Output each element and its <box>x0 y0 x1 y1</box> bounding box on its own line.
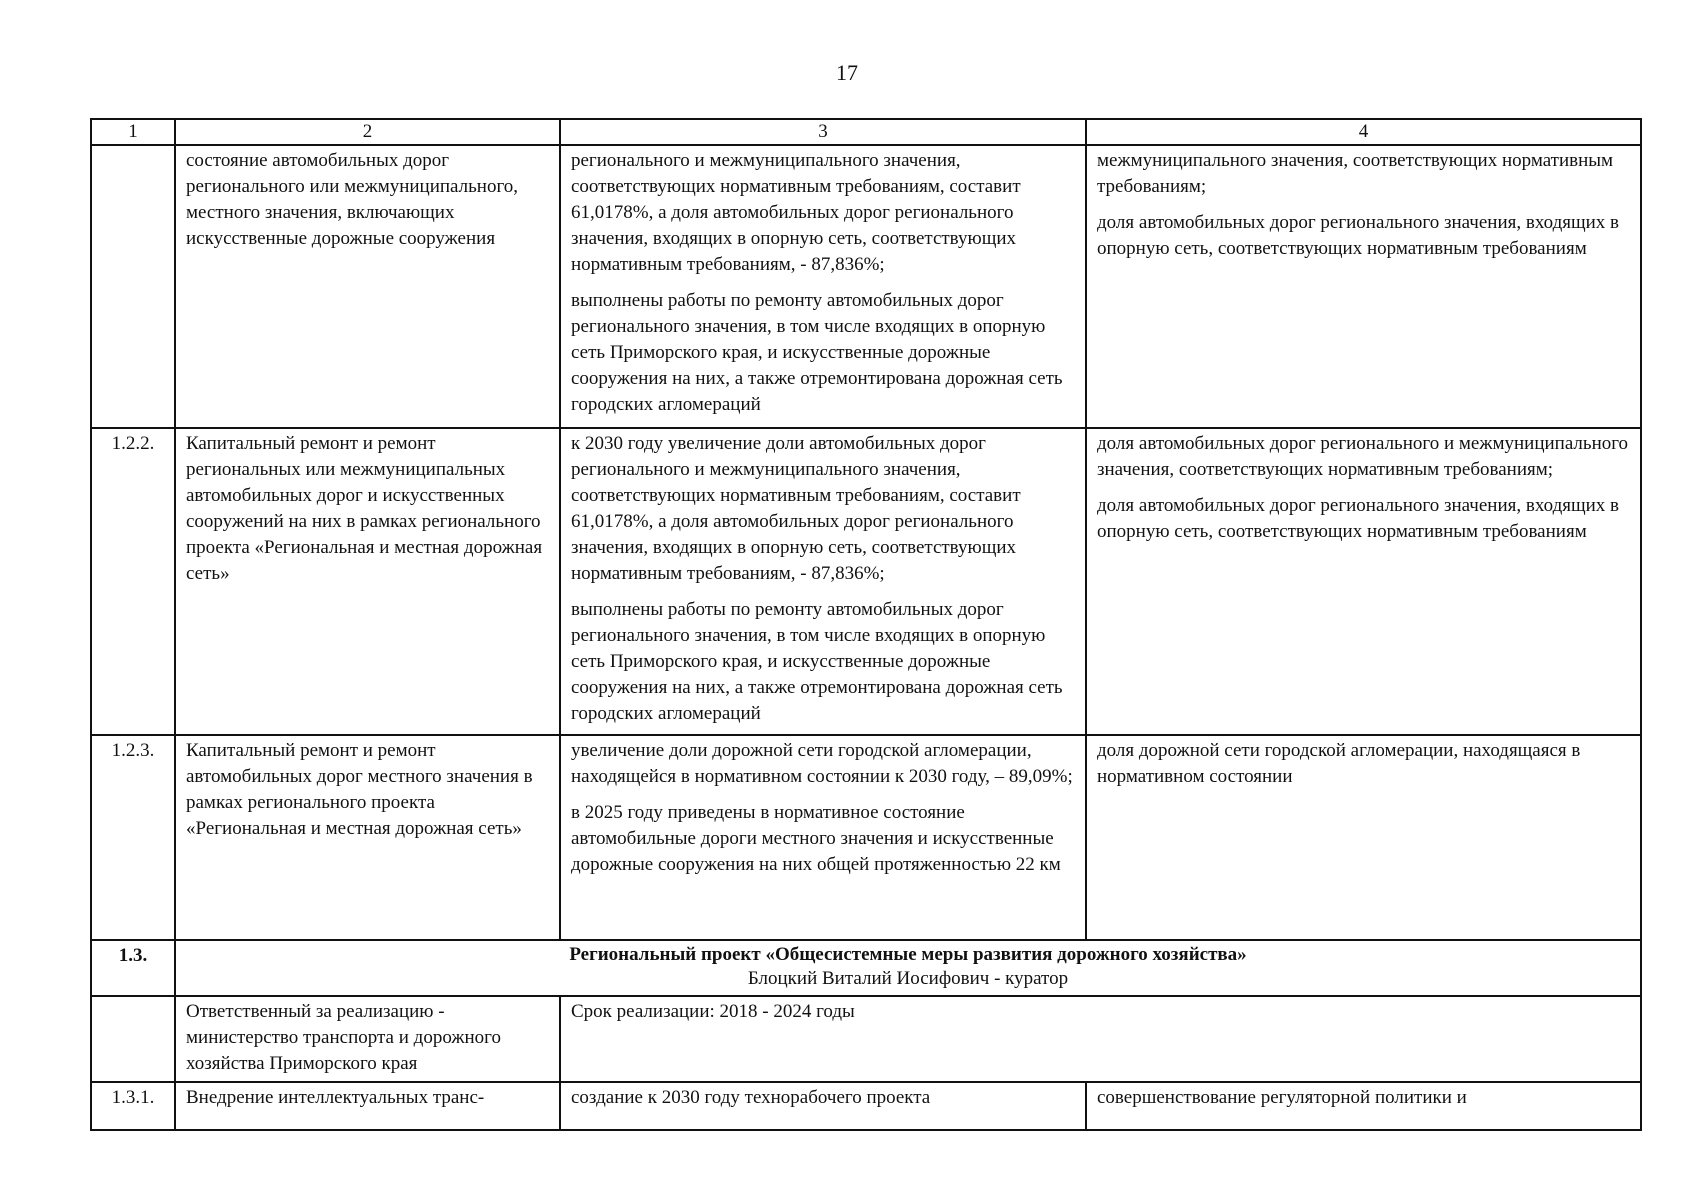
row-result-cell <box>560 735 1086 940</box>
responsible-text: Ответственный за реализацию - министерство транспорта и дорожного хозяйства Приморского края <box>186 1001 501 1074</box>
result-text-2: в 2025 году приведены в нормативное состояние автомобильные дороги местного значения и искусственные дорожные сооружения на них общей протяженностью 22 км <box>571 802 1061 875</box>
result-text: создание к 2030 году технорабочего проекта <box>571 1087 931 1108</box>
implementation-period-cell <box>560 996 1641 1082</box>
result-text-1: к 2030 году увеличение доли автомобильных дорог регионального и межмуниципального значения, соответствующих нормативным требованиям, составит 61,0178%, а доля автомобильных дорог регионального значения, входящих в опорную сеть, соответствующих нормативным требованиям, - 87,836%; <box>571 433 1021 584</box>
indicator-text-2: доля автомобильных дорог регионального значения, входящих в опорную сеть, соответствующих нормативным требованиям <box>1097 212 1619 259</box>
description-text: Капитальный ремонт и ремонт автомобильных дорог местного значения в рамках регионального проекта «Региональная и местная дорожная сеть» <box>186 740 533 839</box>
row-description-cell <box>175 1082 560 1130</box>
row-indicator-cell <box>1086 1082 1641 1130</box>
section-title-cell <box>175 940 1641 996</box>
description-text: Внедрение интеллектуальных транс- <box>186 1087 485 1108</box>
header-col-4: 4 <box>1086 119 1641 145</box>
section-row-1-3 <box>91 940 1641 996</box>
table-row-responsible <box>91 996 1641 1082</box>
result-text-2: выполнены работы по ремонту автомобильных дорог регионального значения, в том числе входящих в опорную сеть Приморского края, и искусственные дорожные сооружения на них, а также отремонтирована дорожная сеть городских агломераций <box>571 599 1063 724</box>
row-result-cell <box>560 145 1086 428</box>
table-row-1-2-2 <box>91 428 1641 735</box>
header-col-3: 3 <box>560 119 1086 145</box>
table-row-1-2-3 <box>91 735 1641 940</box>
page-number: 17 <box>836 60 858 85</box>
indicator-text-1: межмуниципального значения, соответствующих нормативным требованиям; <box>1097 150 1614 197</box>
indicator-text-1: доля автомобильных дорог регионального и межмуниципального значения, соответствующих нормативным требованиям; <box>1097 433 1629 480</box>
table-row-1-3-1 <box>91 1082 1641 1130</box>
row-result-cell <box>560 428 1086 735</box>
result-text-2: выполнены работы по ремонту автомобильных дорог регионального значения, в том числе входящих в опорную сеть Приморского края, и искусственные дорожные сооружения на них, а также отремонтирована дорожная сеть городских агломераций <box>571 290 1063 415</box>
description-text: Капитальный ремонт и ремонт региональных или межмуниципальных автомобильных дорог и искусственных сооружений на них в рамках регионального проекта «Региональная и местная дорожная сеть» <box>186 433 543 584</box>
description-text: состояние автомобильных дорог регионального или межмуниципального, местного значения, включающих искусственные дорожные сооружения <box>186 150 519 249</box>
row-description-cell <box>175 428 560 735</box>
row-number: 1.2.2. <box>91 428 175 735</box>
header-col-2: 2 <box>175 119 560 145</box>
row-indicator-cell <box>1086 735 1641 940</box>
plan-table <box>90 118 1642 1131</box>
responsible-cell <box>175 996 560 1082</box>
section-title: Региональный проект «Общесистемные меры развития дорожного хозяйства» <box>569 944 1247 965</box>
result-text-1: увеличение доли дорожной сети городской агломерации, находящейся в нормативном состоянии к 2030 году, – 89,09%; <box>571 740 1073 787</box>
row-number: 1.3.1. <box>91 1082 175 1130</box>
header-col-1: 1 <box>91 119 175 145</box>
row-number-cell <box>91 996 175 1082</box>
indicator-text-2: доля автомобильных дорог регионального значения, входящих в опорную сеть, соответствующих нормативным требованиям <box>1097 495 1619 542</box>
row-indicator-cell <box>1086 428 1641 735</box>
table-row-continued <box>91 145 1641 428</box>
result-text-1: регионального и межмуниципального значения, соответствующих нормативным требованиям, составит 61,0178%, а доля автомобильных дорог регионального значения, входящих в опорную сеть, соответствующих нормативным требованиям, - 87,836%; <box>571 150 1021 275</box>
section-curator: Блоцкий Виталий Иосифович - куратор <box>747 968 1069 989</box>
row-result-cell <box>560 1082 1086 1130</box>
table-header-row <box>91 119 1641 145</box>
section-number: 1.3. <box>91 940 175 996</box>
row-indicator-cell <box>1086 145 1641 428</box>
row-description-cell <box>175 735 560 940</box>
implementation-period: Срок реализации: 2018 - 2024 годы <box>571 1001 855 1022</box>
row-description-cell <box>175 145 560 428</box>
indicator-text: совершенствование регуляторной политики и <box>1097 1087 1467 1108</box>
row-number: 1.2.3. <box>91 735 175 940</box>
indicator-text: доля дорожной сети городской агломерации, находящаяся в нормативном состоянии <box>1097 740 1581 787</box>
row-number-cell <box>91 145 175 428</box>
